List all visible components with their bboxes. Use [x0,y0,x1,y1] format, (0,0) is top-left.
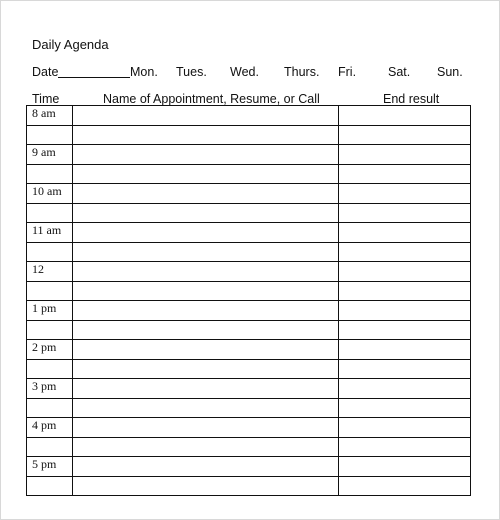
appointment-cell[interactable] [73,223,339,243]
table-row [27,418,471,438]
result-cell[interactable] [339,398,471,418]
time-cell [27,359,73,379]
day-fri: Fri. [338,65,357,79]
time-slot-label: 10 am [27,184,73,204]
header-result: End result [383,92,440,106]
result-cell[interactable] [339,320,471,340]
appointment-cell[interactable] [73,320,339,340]
appointment-cell[interactable] [73,262,339,282]
date-label: Date [32,65,59,79]
header-appointment: Name of Appointment, Resume, or Call [103,92,320,106]
table-row [27,125,471,145]
appointment-cell[interactable] [73,164,339,184]
table-row [27,457,471,477]
table-row [27,476,471,496]
appointment-cell[interactable] [73,203,339,223]
result-cell[interactable] [339,359,471,379]
time-slot-label: 12 [27,262,73,282]
table-row [27,184,471,204]
appointment-cell[interactable] [73,281,339,301]
result-cell[interactable] [339,145,471,165]
appointment-cell[interactable] [73,106,339,126]
result-cell[interactable] [339,262,471,282]
time-cell [27,242,73,262]
result-cell[interactable] [339,379,471,399]
appointment-cell[interactable] [73,437,339,457]
result-cell[interactable] [339,418,471,438]
time-slot-label: 11 am [27,223,73,243]
result-cell[interactable] [339,125,471,145]
appointment-cell[interactable] [73,359,339,379]
result-cell[interactable] [339,164,471,184]
appointment-cell[interactable] [73,145,339,165]
page-title: Daily Agenda [32,37,109,52]
time-slot-label: 5 pm [27,457,73,477]
day-mon: Mon. [130,65,158,79]
result-cell[interactable] [339,301,471,321]
result-cell[interactable] [339,203,471,223]
time-slot-label: 9 am [27,145,73,165]
day-tues: Tues. [176,65,207,79]
time-cell [27,398,73,418]
day-thurs: Thurs. [284,65,320,79]
time-slot-label: 3 pm [27,379,73,399]
appointment-cell[interactable] [73,457,339,477]
table-row [27,340,471,360]
table-row [27,281,471,301]
agenda-table [26,105,471,496]
result-cell[interactable] [339,106,471,126]
appointment-cell[interactable] [73,340,339,360]
table-row [27,223,471,243]
table-row [27,379,471,399]
appointment-cell[interactable] [73,398,339,418]
table-row [27,242,471,262]
time-slot-label: 2 pm [27,340,73,360]
time-cell [27,203,73,223]
appointment-cell[interactable] [73,242,339,262]
time-cell [27,164,73,184]
result-cell[interactable] [339,184,471,204]
day-wed: Wed. [230,65,259,79]
appointment-cell[interactable] [73,301,339,321]
time-cell [27,437,73,457]
result-cell[interactable] [339,223,471,243]
time-cell [27,476,73,496]
table-row [27,262,471,282]
date-row [32,65,472,81]
result-cell[interactable] [339,437,471,457]
result-cell[interactable] [339,457,471,477]
time-cell [27,320,73,340]
time-slot-label: 4 pm [27,418,73,438]
result-cell[interactable] [339,281,471,301]
column-headers [0,92,500,106]
appointment-cell[interactable] [73,184,339,204]
table-row [27,359,471,379]
time-cell [27,125,73,145]
time-slot-label: 8 am [27,106,73,126]
appointment-cell[interactable] [73,476,339,496]
time-slot-label: 1 pm [27,301,73,321]
table-row [27,164,471,184]
table-row [27,301,471,321]
result-cell[interactable] [339,476,471,496]
day-sat: Sat. [388,65,411,79]
time-cell [27,281,73,301]
day-sun: Sun. [437,65,463,79]
table-row [27,398,471,418]
table-row [27,106,471,126]
table-row [27,437,471,457]
table-row [27,145,471,165]
date-blank-line [58,77,130,78]
table-row [27,203,471,223]
appointment-cell[interactable] [73,125,339,145]
appointment-cell[interactable] [73,418,339,438]
result-cell[interactable] [339,340,471,360]
table-row [27,320,471,340]
appointment-cell[interactable] [73,379,339,399]
result-cell[interactable] [339,242,471,262]
header-time: Time [32,92,60,106]
